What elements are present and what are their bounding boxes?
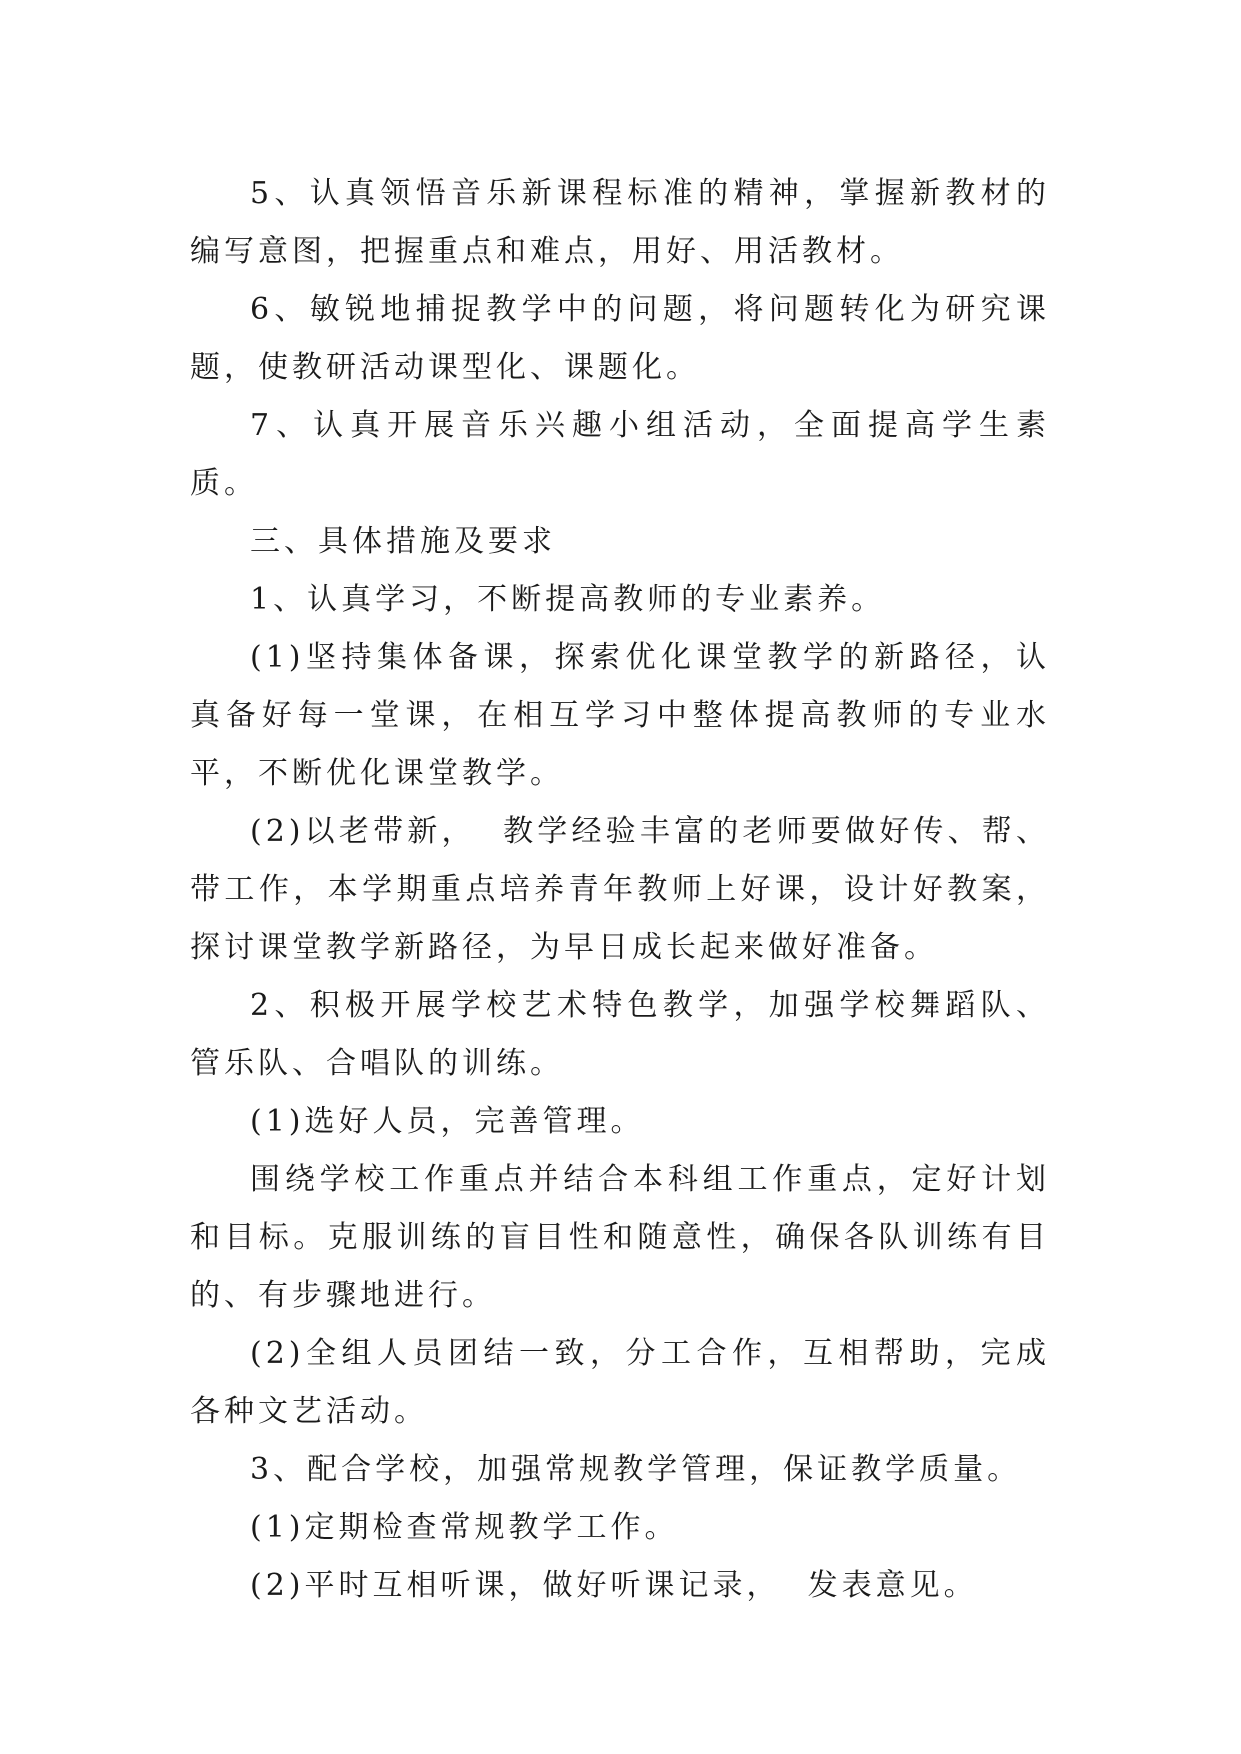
paragraph-measure-1-sub-2: (2)以老带新， 教学经验丰富的老师要做好传、帮、带工作，本学期重点培养青年教师上好课，设计好教案，探讨课堂教学新路径，为早日成长起来做好准备。 [190, 814, 1050, 965]
document-body [190, 165, 1050, 1615]
paragraph-measure-2-detail: 围绕学校工作重点并结合本科组工作重点，定好计划和目标。克服训练的盲目性和随意性，确保各队训练有目的、有步骤地进行。 [190, 1162, 1050, 1313]
paragraph-measure-2-sub-1: (1)选好人员，完善管理。 [250, 1104, 645, 1139]
paragraph-measure-2-sub-2: (2)全组人员团结一致，分工合作，互相帮助，完成各种文艺活动。 [190, 1336, 1050, 1429]
paragraph-measure-2: 2、积极开展学校艺术特色教学，加强学校舞蹈队、管乐队、合唱队的训练。 [190, 988, 1050, 1081]
paragraph-measure-3-sub-1: (1)定期检查常规教学工作。 [250, 1510, 679, 1545]
section-heading-measures: 三、具体措施及要求 [250, 524, 556, 559]
paragraph-item-5-textbook: 5、认真领悟音乐新课程标准的精神，掌握新教材的编写意图，把握重点和难点，用好、用活教材。 [190, 176, 1050, 269]
paragraph-measure-3: 3、配合学校，加强常规教学管理，保证教学质量。 [250, 1452, 1022, 1487]
paragraph-measure-1-sub-1: (1)坚持集体备课，探索优化课堂教学的新路径，认真备好每一堂课，在相互学习中整体提高教师的专业水平，不断优化课堂教学。 [190, 640, 1050, 791]
paragraph-measure-1: 1、认真学习，不断提高教师的专业素养。 [250, 582, 886, 617]
paragraph-item-6-research: 6、敏锐地捕捉教学中的问题，将问题转化为研究课题，使教研活动课型化、课题化。 [190, 292, 1050, 385]
paragraph-measure-3-sub-2: (2)平时互相听课，做好听课记录， 发表意见。 [250, 1568, 978, 1603]
paragraph-item-7-interest-group: 7、认真开展音乐兴趣小组活动，全面提高学生素质。 [190, 408, 1050, 501]
